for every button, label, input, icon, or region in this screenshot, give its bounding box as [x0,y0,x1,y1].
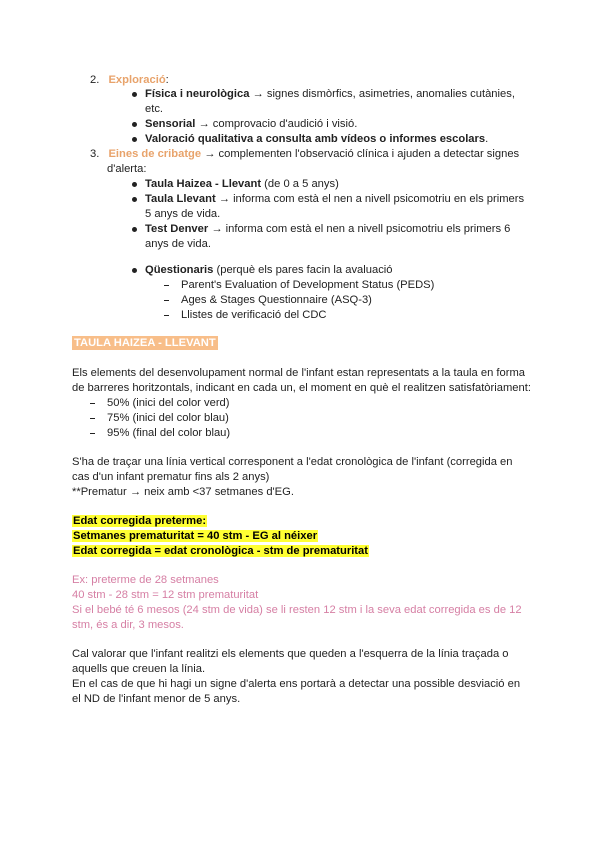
bullet-text: → comprovacio d'audició i visió. [195,118,358,130]
final-line: Cal valorar que l'infant realitzi els elements que queden a l'esquerra de la línia traçada o [72,648,509,660]
highlight-line [72,544,369,558]
example-line: 40 stm - 28 stm = 12 stm prematuritat [72,589,259,601]
bullet-continuation: etc. [145,103,164,115]
example-line: stm, és a dir, 3 mesos. [72,619,184,631]
eines-heading: Eines de cribatge [108,148,202,160]
paragraph-line: cas d'un infant prematur fins als 2 anys) [72,471,270,483]
bullet-text: (de 0 a 5 anys) [261,178,339,190]
bullet-text: . [485,133,489,145]
list-item-2 [90,73,169,87]
highlight-text: Setmanes prematuritat = 40 stm - EG al néixer [73,530,318,542]
section-heading [72,336,218,350]
item-continuation: d'alerta: [107,163,147,175]
bullet-icon [132,137,137,142]
bullet-bold: Valoració qualitativa a consulta amb vídeos o informes escolars [145,133,486,145]
bullet-text: → informa com està el nen a nivell psicomotriu els primers 6 [208,223,511,235]
bullet-text: (perquè els pares facin la avaluació [213,264,393,276]
sub-item: Llistes de verificació del CDC [181,309,327,321]
colon: : [165,74,169,86]
percent-item: 95% (final del color blau) [107,427,231,439]
exploracio-heading: Exploració [108,74,166,86]
dash-icon [164,300,169,301]
bullet-questionaris [145,263,393,277]
dash-icon [90,433,95,434]
dash-icon [90,403,95,404]
highlight-text: Edat corregida preterme: [73,515,207,527]
dash-icon [164,315,169,316]
bullet-bold: Taula Haizea - Llevant [145,178,262,190]
final-line: En el cas de que hi hagi un signe d'alerta ens portarà a detectar una possible desviació en [72,678,521,690]
dash-icon [164,285,169,286]
bullet-text: → signes dismòrfics, asimetries, anomalies cutànies, [249,88,515,100]
intro-line: de barreres horitzontals, indicant en cada un, el moment en què el realitzen satisfatòriament: [72,382,531,394]
bullet-llevant [145,192,524,206]
item-text: → complementen l'observació clínica i ajuden a detectar signes [201,148,520,160]
bullet-fisica [145,87,515,101]
paragraph-line: **Prematur → neix amb <37 setmanes d'EG. [72,486,294,498]
list-item-3 [90,147,519,161]
bullet-sensorial [145,117,357,131]
bullet-bold: Física i neurològica [145,88,250,100]
example-line: Si el bebé té 6 mesos (24 stm de vida) se li resten 12 stm i la seva edat corregida es de 12 [72,604,522,616]
list-number: 3. [90,148,100,160]
bullet-icon [132,197,137,202]
highlight-text: Edat corregida = edat cronològica - stm de prematuritat [73,545,368,557]
bullet-icon [132,227,137,232]
percent-item: 50% (inici del color verd) [107,397,230,409]
bullet-denver [145,222,510,236]
sub-item: Ages & Stages Questionnaire (ASQ-3) [181,294,372,306]
final-line: el ND de l'infant menor de 5 anys. [72,693,241,705]
bullet-bold: Test Denver [145,223,209,235]
paragraph-line: S'ha de traçar una línia vertical corresponent a l'edat cronològica de l'infant (corregida en [72,456,513,468]
intro-line: Els elements del desenvolupament normal de l'infant estan representats a la taula en forma [72,367,526,379]
bullet-bold: Taula Llevant [145,193,216,205]
dash-icon [90,418,95,419]
bullet-haizea [145,177,339,191]
bullet-icon [132,92,137,97]
bullet-icon [132,268,137,273]
bullet-icon [132,182,137,187]
section-heading-text: TAULA HAIZEA - LLEVANT [74,337,216,349]
bullet-text: → informa com està el nen a nivell psicomotriu en els primers [215,193,525,205]
bullet-continuation: anys de vida. [145,238,211,250]
percent-item: 75% (inici del color blau) [107,412,229,424]
bullet-valoracio [145,132,488,146]
example-line: Ex: preterme de 28 setmanes [72,574,219,586]
bullet-bold: Qüestionaris [145,264,214,276]
bullet-bold: Sensorial [145,118,196,130]
highlight-line [72,514,207,528]
list-number: 2. [90,74,100,86]
bullet-icon [132,122,137,127]
final-line: aquells que creuen la línia. [72,663,206,675]
highlight-line [72,529,318,543]
bullet-continuation: 5 anys de vida. [145,208,221,220]
sub-item: Parent's Evaluation of Development Status (PEDS) [181,279,435,291]
